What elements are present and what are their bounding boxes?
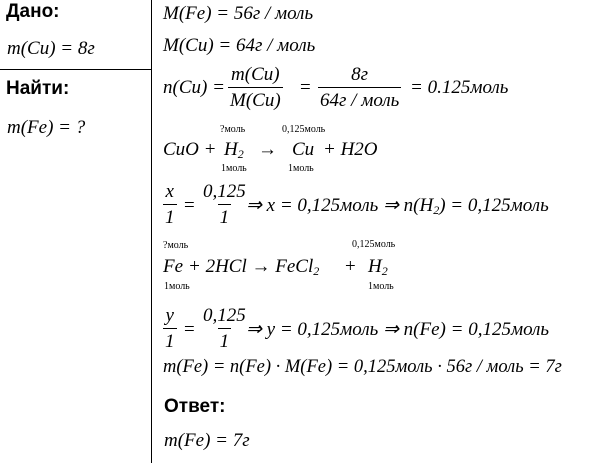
fraction-denominator: 1 [163, 328, 177, 351]
proportion-2-result: ⇒ y = 0,125моль ⇒ n(Fe) = 0,125моль [246, 319, 550, 340]
moles-cu-lhs: n(Cu) = [163, 77, 225, 98]
moles-cu-fraction-2 [318, 65, 401, 110]
fraction-denominator: 1 [218, 328, 232, 351]
proportion-1-fraction-value [201, 182, 248, 227]
label-h2-coefficient: 1моль [368, 281, 394, 292]
molar-mass-fe: M(Fe) = 56г / моль [163, 3, 314, 24]
proportion-2-fraction-y [163, 306, 177, 351]
label-h2-moles-unknown: ?моль [220, 124, 246, 135]
reaction-1-cuo: CuO + [163, 139, 217, 160]
fraction-denominator: 64г / моль [318, 87, 401, 110]
answer-heading: Ответ: [164, 396, 226, 417]
fraction-numerator: 0,125 [203, 181, 246, 202]
label-h2-coefficient: 1моль [221, 163, 247, 174]
fraction-numerator: m(Cu) [231, 64, 280, 85]
fraction-denominator: 1 [218, 204, 232, 227]
label-h2-moles: 0,125моль [352, 239, 396, 250]
label-fe-moles-unknown: ?моль [163, 240, 189, 251]
reaction-2-mid: + 2HCl → FeCl$_2$ [188, 256, 320, 278]
equals-sign: = [300, 77, 311, 98]
fraction-numerator: 8г [351, 64, 369, 85]
equals-sign: = [184, 319, 195, 340]
label-fe-coefficient: 1моль [164, 281, 190, 292]
fraction-denominator: 1 [163, 204, 177, 227]
given-heading: Дано: [6, 1, 60, 22]
column-divider [151, 0, 152, 463]
moles-cu-fraction-1 [228, 65, 283, 110]
proportion-2-fraction-value [201, 306, 248, 351]
answer-value: m(Fe) = 7г [164, 430, 250, 451]
plus-sign: + [345, 256, 356, 277]
proportion-1-fraction-x [163, 182, 177, 227]
proportion-1-result: ⇒ x = 0,125моль ⇒ $n(H_2)$ = 0,125моль [246, 195, 549, 217]
reaction-1-h2: $H_2$ [224, 139, 244, 161]
label-cu-moles: 0,125моль [282, 124, 326, 135]
mass-fe-calculation: m(Fe) = n(Fe) · M(Fe) = 0,125моль · 56г / моль = 7г [163, 357, 562, 377]
reaction-1-cu: Cu [292, 139, 315, 160]
label-cu-coefficient: 1моль [288, 163, 314, 174]
given-mass-cu: m(Cu) = 8г [7, 38, 95, 59]
molar-mass-cu: M(Cu) = 64г / моль [163, 35, 316, 56]
moles-cu-result: = 0.125моль [410, 77, 509, 98]
equals-sign: = [184, 195, 195, 216]
find-heading: Найти: [6, 78, 70, 99]
arrow-icon: → [258, 139, 277, 160]
fraction-numerator: y [165, 305, 174, 326]
given-divider [0, 69, 151, 70]
fraction-denominator: M(Cu) [228, 87, 283, 110]
reaction-2-fe: Fe [163, 256, 184, 277]
find-target: m(Fe) = ? [7, 117, 86, 138]
reaction-1-rest: + H2O [323, 139, 378, 160]
fraction-numerator: 0,125 [203, 305, 246, 326]
fraction-numerator: x [165, 181, 174, 202]
reaction-2-h2: $H_2$ [368, 256, 388, 278]
